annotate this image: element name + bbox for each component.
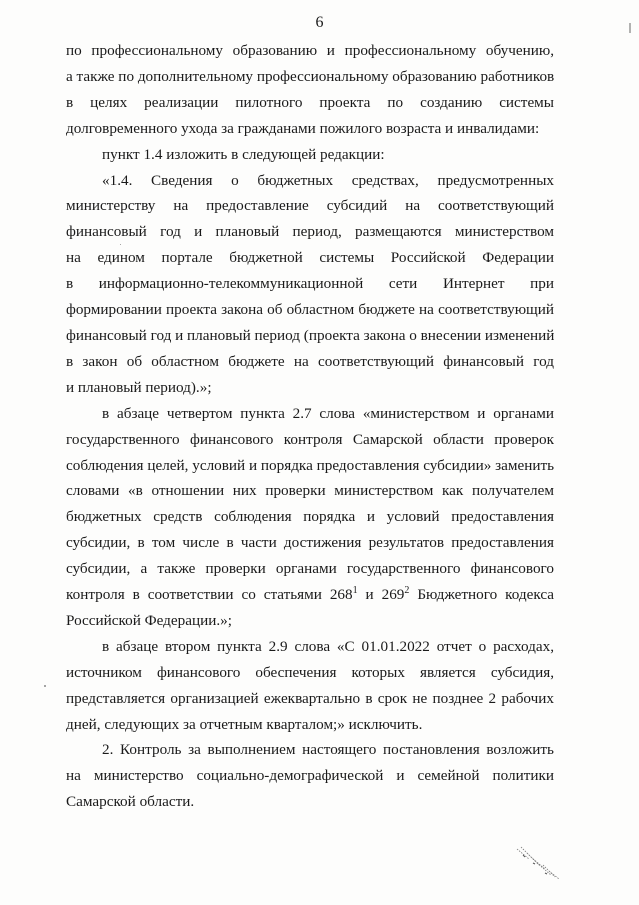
text-segment: и 269	[357, 586, 405, 604]
text-segment: Бюджетного кодекса	[409, 586, 554, 604]
text-line: словами «в отношении них проверки министерством как получателем	[66, 482, 554, 500]
text-line: в абзаце четвертом пункта 2.7 слова «министерством и органами	[102, 404, 554, 422]
text-line: финансовый год и плановый период (проекта закона о внесении изменений	[66, 326, 555, 344]
text-line: пункт 1.4 изложить в следующей редакции:	[102, 145, 385, 163]
superscript: 1	[352, 584, 358, 596]
text-line: 2. Контроль за выполнением настоящего постановления возложить	[102, 741, 554, 759]
superscript: 2	[404, 584, 410, 596]
text-line: формировании проекта закона об областном бюджете на соответствующий	[66, 301, 554, 319]
text-line: а также по дополнительному профессиональному образованию работников	[66, 67, 555, 85]
scan-speck	[120, 244, 121, 245]
text-line: в целях реализации пилотного проекта по созданию системы	[66, 93, 554, 111]
text-line: в абзаце втором пункта 2.9 слова «С 01.01.2022 отчет о расходах,	[102, 637, 554, 655]
statute-reference-line	[66, 582, 554, 608]
text-line: в информационно-телекоммуникационной сети Интернет при	[66, 275, 554, 293]
paragraph-continuation	[66, 38, 554, 142]
paragraph-item-2-9	[66, 634, 554, 738]
text-line: на едином портале бюджетной системы Российской Федерации	[66, 249, 554, 267]
text-line: по профессиональному образованию и профессиональному обучению,	[66, 42, 554, 59]
paragraph-item-1-4-intro	[66, 142, 554, 168]
margin-tick-mark	[627, 20, 633, 30]
text-line: дней, следующих за отчетным кварталом;» исключить.	[66, 715, 423, 733]
text-line: и плановый период).»;	[66, 378, 212, 396]
text-line: субсидии, а также проверки органами государственного финансового	[66, 560, 554, 578]
scan-speck	[44, 685, 46, 687]
text-line: Самарской области.	[66, 793, 195, 811]
text-line: финансовый год и плановый период, размещаются министерством	[66, 223, 554, 241]
document-body	[66, 38, 554, 815]
text-line: источником финансового обеспечения которых является субсидия,	[66, 663, 554, 681]
text-line: представляется организацией ежеквартально в срок не позднее 2 рабочих	[66, 689, 554, 707]
text-line: соблюдения целей, условий и порядка предоставления субсидии» заменить	[66, 456, 555, 474]
text-line: «1.4. Сведения о бюджетных средствах, предусмотренных	[102, 171, 554, 189]
handwritten-initials-mark	[509, 843, 569, 883]
paragraph-item-2-7	[66, 401, 554, 634]
text-line: субсидии, в том числе в части достижения результатов предоставления	[66, 534, 554, 552]
paragraph-section-2-control	[66, 737, 554, 815]
text-line: бюджетных средств соблюдения порядка и условий предоставления	[66, 508, 554, 526]
paragraph-item-1-4-text	[66, 168, 554, 401]
text-line: государственного финансового контроля Самарской области проверок	[66, 430, 554, 448]
text-line: долговременного ухода за гражданами пожилого возраста и инвалидами:	[66, 119, 540, 137]
text-line: на министерство социально-демографической и семейной политики	[66, 767, 554, 785]
text-line: Российской Федерации.»;	[66, 611, 232, 629]
text-line: министерству на предоставление субсидий на соответствующий	[66, 197, 554, 215]
page-number: 6	[315, 14, 324, 31]
text-segment: контроля в соответствии со статьями 268	[66, 586, 353, 604]
text-line: в закон об областном бюджете на соответствующий финансовый год	[66, 352, 554, 370]
